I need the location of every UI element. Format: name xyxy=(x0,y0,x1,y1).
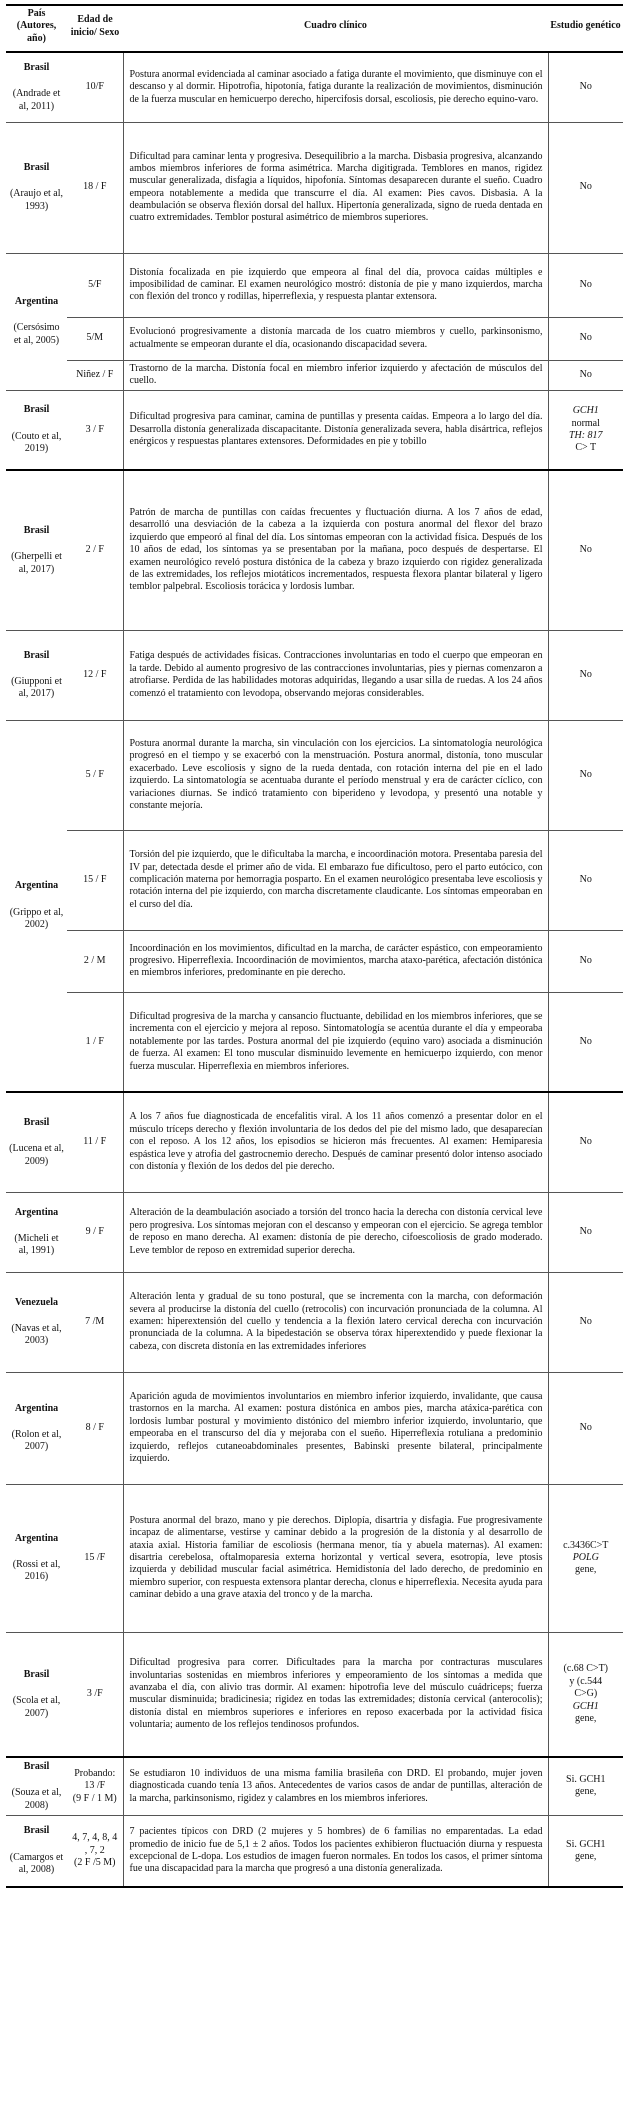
genetic-cell: No xyxy=(548,830,623,930)
clinical-cell: Torsión del pie izquierdo, que le dificultaba la marcha, e incoordinación motora. Presentaba paresia del IV par, detectada desde el primer año de vida. El embarazo fue dificultoso, pero el parto eutócico, con complicación materna por hemorragia posparto. En el examen neurológico presentaba leve escoliosis y rotación interna del pie izquierdo, con marcha discretamente claudicante. Los síntomas empeoraban en el curso del día. xyxy=(123,830,548,930)
table-row xyxy=(6,930,623,992)
table-row xyxy=(6,1815,623,1887)
gene-line: normal xyxy=(571,417,600,429)
country-label: Brasil xyxy=(23,1760,50,1772)
country-author-cell xyxy=(6,1192,67,1272)
age-sex-cell: 3 / F xyxy=(67,390,123,470)
country-author-cell xyxy=(6,720,67,1092)
country-author-cell xyxy=(6,1815,67,1887)
age-line: (2 F /5 M) xyxy=(74,1857,116,1869)
age-sex-cell: 1 / F xyxy=(67,992,123,1092)
genetic-cell: No xyxy=(548,470,623,630)
author-label: (Araujo et al, 1993) xyxy=(9,188,64,212)
genetic-cell xyxy=(548,390,623,470)
age-sex-cell: 2 / M xyxy=(67,930,123,992)
country-label: Brasil xyxy=(23,649,50,661)
clinical-cell: Patrón de marcha de puntillas con caídas frecuentes y fluctuación diurna. A los 7 años de edad, desarrolló una desviación de la cabeza a la izquierda con postura anormal del flexor del brazo izquierdo que empeoró al final del día. Los síntomas empeoran con la actividad física. Después de los 10 años de edad, los síntomas ya se presentaban por la mañana, poco después de despertarse. El examen neurológico reveló postura distónica de la cabeza y brazo izquierdo con rigidez generalizada de las extremidades, los reflejos miotáticos incrementados, respuesta flexora plantar bilateral y ligero temblor palpebral. Escoliosis torácica y lordosis lumbar. xyxy=(123,470,548,630)
clinical-cell: Dificultad para caminar lenta y progresiva. Desequilibrio a la marcha. Disbasia progresiva, alcanzando ambos miembros inferiores de forma asimétrica. Marcha digitigrada. Temblores en manos, rigidez muscular generalizada, disfagia a líquidos, hipofonía. Síntomas desaparecen durante el sueño. Cuadro empeora notablemente a medida que transcurre el día. Al examen: Pies cavos. Disbasia. A la deambulación se observa flexión dorsal del hallux. Hipertonía generalizada, signo de rueda dentada en cuatro extremidades. Temblor postural asimétrico de miembros superiores. xyxy=(123,122,548,253)
gene-line: gene, xyxy=(575,1713,597,1724)
gene-line: TH: 817 xyxy=(568,429,603,441)
age-sex-cell xyxy=(67,1815,123,1887)
clinical-cell: Fatiga después de actividades físicas. Contracciones involuntarias en todo el cuerpo que empeoran en la tarde. Debido al aumento progresivo de las contracciones involuntarias, pies y piernas comenzaron a atrofiarse. Perdida de las habilidades motoras adquiridas, llegando a usar silla de ruedas. A los 24 años comenzó el tratamiento con levodopa, observando mejoras considerables. xyxy=(123,630,548,720)
country-label: Brasil xyxy=(23,404,50,416)
gene-line: c.3436C>T xyxy=(563,1539,609,1551)
clinical-cell: Trastorno de la marcha. Distonía focal en miembro inferior izquierdo y afectación de músculos del cuello. xyxy=(123,360,548,390)
age-sex-cell: 7 /M xyxy=(67,1272,123,1372)
table-row xyxy=(6,1192,623,1272)
author-label: (Micheli et al, 1991) xyxy=(14,1232,59,1257)
genetic-cell: No xyxy=(548,122,623,253)
age-sex-cell: 12 / F xyxy=(67,630,123,720)
genetic-cell: No xyxy=(548,253,623,317)
country-author-cell xyxy=(6,52,67,122)
country-author-cell xyxy=(6,1757,67,1815)
author-label: (Andrade et al, 2011) xyxy=(12,88,61,112)
genetic-cell: No xyxy=(548,930,623,992)
clinical-cell: Incoordinación en los movimientos, dificultad en la marcha, de carácter espástico, con empeoramiento progresivo. Hiperreflexia. Incoordinación de movimientos, marcha ataxo-parética, afectación distónica en miembros inferiores, predominante en pie derecho. xyxy=(123,930,548,992)
genetic-cell: No xyxy=(548,720,623,830)
age-line: 13 /F xyxy=(84,1780,106,1792)
table-row xyxy=(6,470,623,630)
country-author-cell xyxy=(6,1092,67,1192)
table-row xyxy=(6,122,623,253)
table-row xyxy=(6,360,623,390)
author-label: (Camargos et al, 2008) xyxy=(9,1851,64,1876)
header-clinical: Cuadro clínico xyxy=(123,5,548,52)
author-label: (Giupponi et al, 2017) xyxy=(11,675,62,700)
author-label: (Navas et al, 2003) xyxy=(11,1322,62,1347)
genetic-cell: No xyxy=(548,1272,623,1372)
age-sex-cell: Niñez / F xyxy=(67,360,123,390)
country-author-cell xyxy=(6,470,67,630)
clinical-cell: Evolucionó progresivamente a distonía marcada de los cuatro miembros y cuello, parkinsonismo, actualmente se empeoran durante el día, ocasionando discapacidad severa. xyxy=(123,317,548,360)
age-sex-cell: 9 / F xyxy=(67,1192,123,1272)
gene-line: y (c.544 xyxy=(569,1675,603,1687)
author-label: (Scola et al, 2007) xyxy=(12,1695,61,1719)
age-sex-cell: 15 /F xyxy=(67,1484,123,1632)
gene-line: Si. GCH1 xyxy=(566,1774,606,1786)
country-label: Brasil xyxy=(23,524,50,536)
table-row xyxy=(6,390,623,470)
country-label: Argentina xyxy=(14,296,59,308)
clinical-cell: Dificultad progresiva de la marcha y cansancio fluctuante, debilidad en los miembros inferiores, que se incrementa con el ejercicio y mejora al reposo. Sintomatología se acentúa durante el día y empeoraba notablemente por las tardes. Postura anormal del pie izquierdo (equino varo) asociada a disminución de fuerza. Al examen: El tono muscular disminuido levemente en hemicuerpo izquierdo, con menor fuerza muscular. Hiperreflexia en miembros inferiores. xyxy=(123,992,548,1092)
age-line: Probando: xyxy=(74,1767,116,1779)
header-age-sex: Edad de inicio/ Sexo xyxy=(67,5,123,52)
author-label: (Rolon et al, 2007) xyxy=(11,1428,62,1453)
clinical-cell: Postura anormal del brazo, mano y pie derechos. Diplopía, disartria y disfagia. Fue progresivamente incapaz de alimentarse, vestirse y caminar debido a la progresión de la distonía y al desarrollo de ataxia axial. Historia familiar de escoliosis (hermana menor, tía y abuela maternas). Al examen: disartria cerebelosa, oftalmoparesia externa horizontal y vertical severa, esotropía, leve ptosis izquierda y debilidad muscular facial asimétrica. Hemidistonía del lado derecho, de predominio en miembro superior, con respuesta extensora plantar derecha, clonus e hiperreflexia. Necesita ayuda para caminar debido a una grave ataxia del tronco y de la marcha. xyxy=(123,1484,548,1632)
country-label: Brasil xyxy=(23,1668,50,1680)
age-line: (9 F / 1 M) xyxy=(72,1792,117,1804)
age-sex-cell: 15 / F xyxy=(67,830,123,930)
author-label: (Cersósimo et al, 2005) xyxy=(13,322,60,346)
genetic-cell: No xyxy=(548,317,623,360)
country-label: Brasil xyxy=(23,1116,50,1128)
age-sex-cell: 18 / F xyxy=(67,122,123,253)
gene-line: gene, xyxy=(575,1850,597,1862)
age-sex-cell xyxy=(67,1757,123,1815)
clinical-cell: Aparición aguda de movimientos involuntarios en miembro inferior izquierdo, invalidante, que causa trastornos en la marcha. Al examen: postura distónica en ambos pies, marcha atáxica-parética con lordosis lumbar postural y movimiento distónico del miembro inferior izquierdo, involuntario, que empeoraba en el transcurso del día y mejoraba con el sueño. Hiperreflexia rotuliana a predominio izquierdo, reflejos cutaneoabdominales presentes, Babinski presente bilateral, principalmente izquierdo. xyxy=(123,1372,548,1484)
genetic-cell: No xyxy=(548,52,623,122)
genetic-cell: No xyxy=(548,1092,623,1192)
genetic-cell: No xyxy=(548,630,623,720)
country-label: Argentina xyxy=(14,1402,59,1414)
genetic-cell: No xyxy=(548,1372,623,1484)
country-label: Argentina xyxy=(14,1206,59,1218)
table-row xyxy=(6,1372,623,1484)
gene-line: gene, xyxy=(575,1564,597,1576)
author-label: (Gherpelli et al, 2017) xyxy=(11,551,62,575)
clinical-cell: Postura anormal durante la marcha, sin vinculación con los ejercicios. La sintomatología neurológica progresó en el tiempo y se exacerbó con la menstruación. Postura anormal, distonía, tono muscular exacerbado. Leve escoliosis y signo de la rueda dentada, con rotación interna del pie en el lado izquierdo. La sintomatología se acentuaba durante el período menstrual y era de carácter cíclico, con variaciones diurnas. Se indicó tratamiento con biperideno y levodopa, y presentó una notable y constante mejoría. xyxy=(123,720,548,830)
clinical-cell: Alteración lenta y gradual de su tono postural, que se incrementa con la marcha, con deformación severa al producirse la distonía del cuello (retrocolis) con incurvación pronunciada de la columna. Al examen: hiperextensión del cuello y tendencia a la flexión latero cervical derecha con incurvación pronunciada de la columna. A la bipedestación se observa tórax hiperextendido y puede flexionar la cabeza, con discreta distonía en las extremidades inferiores xyxy=(123,1272,548,1372)
age-sex-cell: 5 / F xyxy=(67,720,123,830)
genetic-cell: No xyxy=(548,992,623,1092)
age-sex-cell: 11 / F xyxy=(67,1092,123,1192)
country-author-cell xyxy=(6,1372,67,1484)
gene-line: GCH1 xyxy=(572,1700,599,1712)
country-label: Argentina xyxy=(14,880,59,892)
country-label: Brasil xyxy=(23,1825,50,1837)
age-line: , 7, 2 xyxy=(84,1844,105,1856)
genetic-cell: No xyxy=(548,360,623,390)
genetic-cell xyxy=(548,1815,623,1887)
clinical-cell: Dificultad progresiva para caminar, camina de puntillas y presenta caídas. Empeora a lo largo del día. Desarrolla distonía generalizada discapacitante. Distonía generalizada severa, habla disártrica, reflejos enérgicos y respuestas plantares extensores. Deformidades en pie y tobillo xyxy=(123,390,548,470)
country-author-cell xyxy=(6,630,67,720)
age-sex-cell: 3 /F xyxy=(67,1632,123,1757)
genetic-cell xyxy=(548,1632,623,1757)
table-row xyxy=(6,992,623,1092)
age-line: 4, 7, 4, 8, 4 xyxy=(72,1832,118,1844)
table-row xyxy=(6,720,623,830)
table-row xyxy=(6,317,623,360)
gene-line: POLG xyxy=(572,1551,599,1563)
author-label: (Lucena et al, 2009) xyxy=(9,1143,64,1167)
table-row xyxy=(6,630,623,720)
table-row xyxy=(6,1484,623,1632)
gene-line: C>G) xyxy=(574,1688,598,1700)
gene-line: GCH1 xyxy=(572,405,599,417)
country-label: Brasil xyxy=(23,162,50,174)
age-sex-cell: 5/F xyxy=(67,253,123,317)
table-row xyxy=(6,1272,623,1372)
genetic-cell: No xyxy=(548,1192,623,1272)
table-row xyxy=(6,830,623,930)
table-row xyxy=(6,253,623,317)
country-label: Venezuela xyxy=(15,1296,58,1308)
header-country: País (Autores, año) xyxy=(6,5,67,52)
author-label: (Grippo et al, 2002) xyxy=(9,906,64,931)
age-sex-cell: 2 / F xyxy=(67,470,123,630)
country-author-cell xyxy=(6,390,67,470)
clinical-cell: Distonía focalizada en pie izquierdo que empeora al final del día, provoca caídas múltiples e imposibilidad de caminar. El examen neurológico mostró: distonía de pie y mano izquierdos, marcha con flexión del tronco y rodillas, hiperreflexia, y respuesta plantar extensora. xyxy=(123,253,548,317)
country-author-cell xyxy=(6,1272,67,1372)
author-label: (Souza et al, 2008) xyxy=(11,1787,62,1811)
author-label: (Couto et al, 2019) xyxy=(11,430,62,455)
country-author-cell xyxy=(6,122,67,253)
clinical-cell: A los 7 años fue diagnosticada de encefalitis viral. A los 11 años comenzó a presentar dolor en el músculo tríceps derecho y flexión involuntaria de los dedos del pie del mismo lado, que desaparecían con el reposo. A los 12 años, los episodios se hicieron más frecuentes. Al examen: Hemiparesia espástica leve y atrofia del gastrocnemio derecho. Después de caminar presentó dolor intenso asociado con distonía y flexión de los dedos del pie derecho. xyxy=(123,1092,548,1192)
author-label: (Rossi et al, 2016) xyxy=(12,1558,61,1583)
age-sex-cell: 8 / F xyxy=(67,1372,123,1484)
table-row xyxy=(6,1092,623,1192)
country-label: Brasil xyxy=(23,61,50,73)
table-row xyxy=(6,1757,623,1815)
genetic-cell xyxy=(548,1757,623,1815)
country-author-cell xyxy=(6,253,67,390)
header-genetic: Estudio genético xyxy=(548,5,623,52)
table-row xyxy=(6,1632,623,1757)
clinical-cell: 7 pacientes típicos con DRD (2 mujeres y 5 hombres) de 6 familias no emparentadas. La edad promedio de inicio fue de 5,1 ± 2 años. Todos los pacientes exhibieron fluctuación diurna y respuesta excepcional de L-dopa. Los estudios de imagen fueron normales. En todos los casos, el primer síntoma fue una discapacidad para la marcha que progresó a una distonía generalizada. xyxy=(123,1815,548,1887)
clinical-cell: Alteración de la deambulación asociado a torsión del tronco hacia la derecha con distonía cervical leve pero progresiva. Los síntomas mejoran con el descanso y empeoran con el ejercicio. Se agrega temblor de reposo en mano derecha. Al examen: distonía de pie derecho, cifoescoliosis de grado moderado. Leve temblor de reposo en extremidad superior derecha. xyxy=(123,1192,548,1272)
gene-line: gene, xyxy=(575,1786,597,1798)
gene-line: Si. GCH1 xyxy=(566,1838,606,1850)
clinical-cell: Postura anormal evidenciada al caminar asociado a fatiga durante el movimiento, que disminuye con el descanso y al dormir. Hipotrofia, hipotonía, fatiga durante la realización de movimientos, disminución de la fuerza muscular en hemicuerpo derecho, hipercifosis dorsal, escoliosis, pie derecho equino-varo. xyxy=(123,52,548,122)
country-author-cell xyxy=(6,1484,67,1632)
clinical-cell: Se estudiaron 10 individuos de una misma familia brasileña con DRD. El probando, mujer joven diagnosticada cuando tenía 13 años. Antecedentes de varios casos de andar de puntillas, alteración de la marcha, parkinsonismo, rigidez y calambres en los miembros inferiores. xyxy=(123,1757,548,1815)
country-label: Argentina xyxy=(14,1532,59,1544)
clinical-cell: Dificultad progresiva para correr. Dificultades para la marcha por contracturas musculares involuntarias sostenidas en miembros inferiores y empeoramiento de los síntomas a medida que avanzaba el día, con alivio tras dormir. Al examen: hipotrofia leve del músculo cuádriceps; fuerza muscular disminuida; bradicinesia; rigidez en todas las extremidades; distonía cervical (anterocolis); distonía distal en miembros superiores e inferiores en reposo exacerbada por la actividad física voluntaria; aumento de los reflejos tendinosos profundos. xyxy=(123,1632,548,1757)
country-author-cell xyxy=(6,1632,67,1757)
gene-line: (c.68 C>T) xyxy=(563,1663,609,1675)
clinical-cases-table xyxy=(6,4,623,1888)
table-header-row xyxy=(6,5,623,52)
genetic-cell xyxy=(548,1484,623,1632)
table-row xyxy=(6,52,623,122)
age-sex-cell: 5/M xyxy=(67,317,123,360)
age-sex-cell: 10/F xyxy=(67,52,123,122)
gene-line: C> T xyxy=(575,442,597,454)
